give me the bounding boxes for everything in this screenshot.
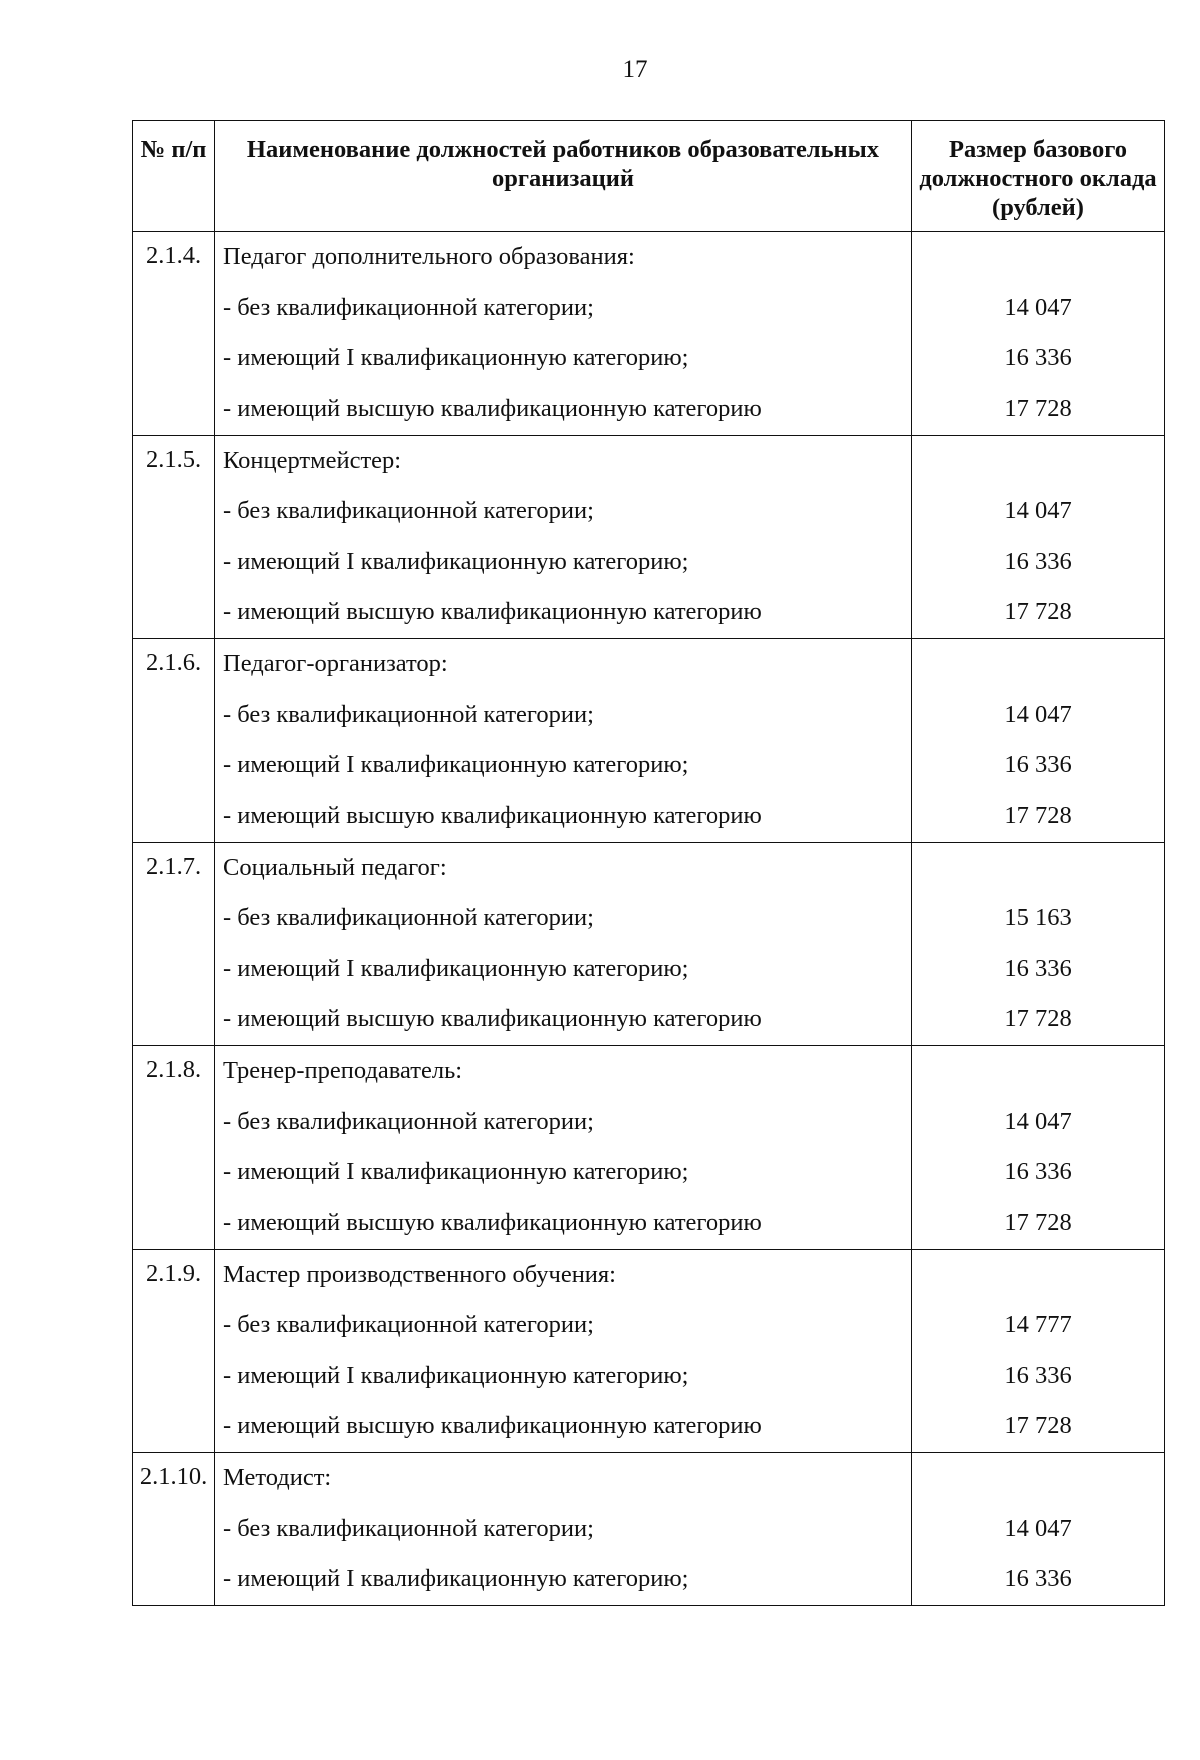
position-title: Концертмейстер: <box>223 446 402 474</box>
position-cell <box>215 232 912 436</box>
salary-amount: 17 728 <box>1004 1208 1072 1236</box>
salary-amount: 17 728 <box>1004 1005 1072 1032</box>
row-number: 2.1.10. <box>133 1453 215 1606</box>
row-number: 2.1.4. <box>133 232 215 436</box>
category-label: - без квалификационной категории; <box>223 1311 594 1338</box>
page-number: 17 <box>622 56 648 83</box>
salary-amount: 17 728 <box>1004 1412 1072 1439</box>
category-label: - без квалификационной категории; <box>223 1514 594 1542</box>
salary-amount: 14 047 <box>1004 700 1072 728</box>
position-title: Мастер производственного обучения: <box>223 1260 616 1288</box>
salary-blank <box>918 1260 1158 1311</box>
position-cell <box>215 1046 912 1250</box>
row-number: 2.1.8. <box>133 1046 215 1250</box>
position-cell <box>215 842 912 1046</box>
salary-amount: 16 336 <box>1004 751 1072 778</box>
category-label: - имеющий I квалификационную категорию; <box>223 1565 689 1592</box>
category-label: - имеющий I квалификационную категорию; <box>223 344 689 371</box>
position-title: Социальный педагог: <box>223 853 447 881</box>
salary-amount: 16 336 <box>1004 954 1072 982</box>
position-title: Педагог-организатор: <box>223 650 448 677</box>
row-number: 2.1.5. <box>133 435 215 639</box>
category-label: - имеющий I квалификационную категорию; <box>223 547 689 575</box>
category-label: - имеющий высшую квалификационную категорию <box>223 801 762 829</box>
salary-cell <box>912 1046 1165 1250</box>
salary-cell <box>912 639 1165 843</box>
table-row <box>133 842 1165 1046</box>
salary-blank <box>918 649 1158 700</box>
salary-amount: 17 728 <box>1004 598 1072 625</box>
salary-amount: 16 336 <box>1004 1158 1072 1185</box>
table-row <box>133 1453 1165 1606</box>
header-salary-amount: Размер базового должностного оклада (рублей) <box>912 121 1165 232</box>
salary-blank <box>918 853 1158 904</box>
position-cell <box>215 435 912 639</box>
table-row <box>133 1046 1165 1250</box>
salary-amount: 16 336 <box>1004 1361 1072 1389</box>
salary-amount: 17 728 <box>1004 801 1072 829</box>
table-header-row <box>133 121 1165 232</box>
position-title: Методист: <box>223 1464 332 1491</box>
category-label: - без квалификационной категории; <box>223 497 594 524</box>
salary-amount: 14 047 <box>1004 1107 1072 1135</box>
salary-amount: 15 163 <box>1004 904 1072 931</box>
table-row <box>133 639 1165 843</box>
table-row <box>133 1249 1165 1453</box>
category-label: - без квалификационной категории; <box>223 700 594 728</box>
salary-amount: 17 728 <box>1004 394 1072 422</box>
salary-cell <box>912 1453 1165 1606</box>
salary-amount: 16 336 <box>1004 547 1072 575</box>
salary-cell <box>912 435 1165 639</box>
salary-amount: 14 777 <box>1004 1311 1072 1338</box>
salary-amount: 14 047 <box>1004 1514 1072 1542</box>
salary-amount: 16 336 <box>1004 1565 1072 1592</box>
table-row <box>133 435 1165 639</box>
salary-cell <box>912 842 1165 1046</box>
category-label: - без квалификационной категории; <box>223 293 594 321</box>
position-title: Тренер-преподаватель: <box>223 1057 463 1084</box>
salary-blank <box>918 446 1158 497</box>
salary-blank <box>918 1056 1158 1107</box>
salary-blank <box>918 242 1158 293</box>
category-label: - имеющий высшую квалификационную категорию <box>223 1005 762 1032</box>
salary-blank <box>918 1463 1158 1514</box>
category-label: - имеющий I квалификационную категорию; <box>223 954 689 982</box>
salary-cell <box>912 1249 1165 1453</box>
category-label: - имеющий высшую квалификационную категорию <box>223 598 762 625</box>
row-number: 2.1.7. <box>133 842 215 1046</box>
category-label: - имеющий I квалификационную категорию; <box>223 1158 689 1185</box>
position-cell <box>215 1453 912 1606</box>
table-body <box>133 232 1165 1606</box>
salary-amount: 14 047 <box>1004 293 1072 321</box>
salary-table <box>132 120 1165 1606</box>
position-cell <box>215 639 912 843</box>
position-cell <box>215 1249 912 1453</box>
header-number: № п/п <box>133 121 215 232</box>
category-label: - имеющий высшую квалификационную категорию <box>223 1412 762 1439</box>
salary-amount: 14 047 <box>1004 497 1072 524</box>
position-title: Педагог дополнительного образования: <box>223 243 635 270</box>
row-number: 2.1.6. <box>133 639 215 843</box>
category-label: - имеющий I квалификационную категорию; <box>223 1361 689 1389</box>
salary-cell <box>912 232 1165 436</box>
category-label: - имеющий высшую квалификационную категорию <box>223 394 762 422</box>
category-label: - без квалификационной категории; <box>223 904 594 931</box>
salary-amount: 16 336 <box>1004 344 1072 371</box>
header-position-name: Наименование должностей работников образовательных организаций <box>215 121 912 232</box>
category-label: - имеющий высшую квалификационную категорию <box>223 1208 762 1236</box>
category-label: - без квалификационной категории; <box>223 1107 594 1135</box>
category-label: - имеющий I квалификационную категорию; <box>223 751 689 778</box>
row-number: 2.1.9. <box>133 1249 215 1453</box>
table-row <box>133 232 1165 436</box>
